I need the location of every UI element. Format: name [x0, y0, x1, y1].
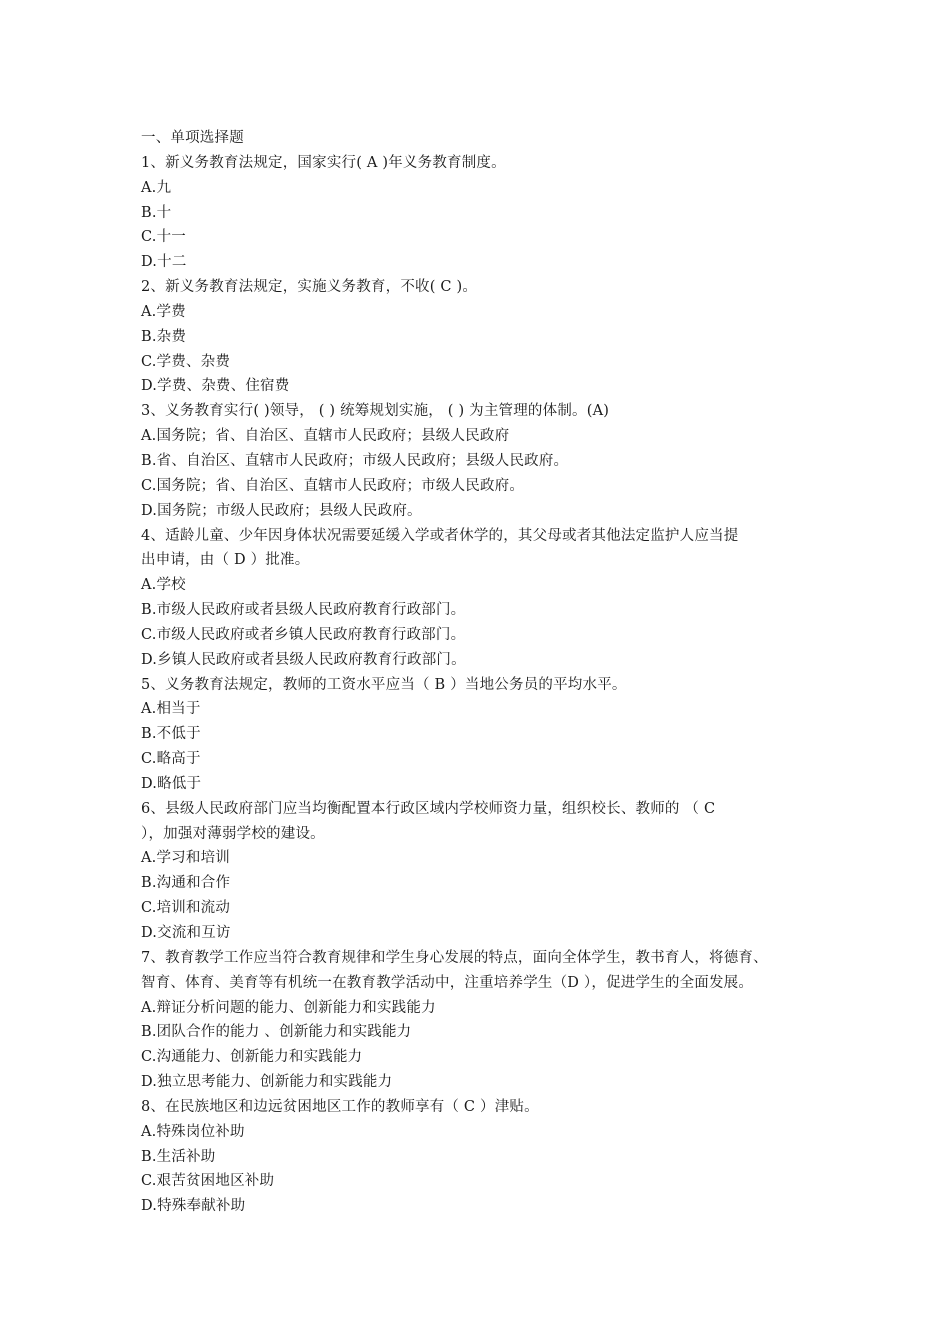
question-stem-line: ），加强对薄弱学校的建设。	[141, 825, 325, 842]
answer-option: D.学费、杂费、住宿费	[141, 378, 290, 395]
answer-option: B.市级人民政府或者县级人民政府教育行政部门。	[141, 602, 466, 619]
answer-option: C.艰苦贫困地区补助	[141, 1173, 275, 1190]
answer-option: B.不低于	[141, 726, 201, 743]
question-stem-line: 1、新义务教育法规定，国家实行( A )年义务教育制度。	[141, 154, 506, 171]
question-stem-line: 出申请，由（ D ）批准。	[141, 552, 310, 569]
answer-option: D.略低于	[141, 775, 202, 792]
question-stem-line: 8、在民族地区和边远贫困地区工作的教师享有（ C ）津贴。	[141, 1098, 539, 1115]
question-stem-line: 7、教育教学工作应当符合教育规律和学生身心发展的特点，面向全体学生，教书育人，将德育、	[141, 949, 768, 966]
question-block	[141, 797, 831, 946]
answer-option: A.学习和培训	[141, 850, 230, 867]
answer-option: A.学校	[141, 577, 186, 594]
answer-option: B.十	[141, 204, 172, 221]
answer-option: A.相当于	[141, 701, 201, 718]
question-stem-line: 3、义务教育实行( )领导， ( ) 统筹规划实施， ( ) 为主管理的体制。(A)	[141, 403, 610, 420]
question-list	[141, 151, 831, 1219]
question-block	[141, 275, 831, 399]
answer-option: D.国务院；市级人民政府；县级人民政府。	[141, 502, 422, 519]
answer-option: C.沟通能力、创新能力和实践能力	[141, 1049, 363, 1066]
answer-option: B.杂费	[141, 328, 187, 345]
section-title: 一、单项选择题	[141, 130, 244, 146]
answer-option: C.学费、杂费	[141, 353, 231, 370]
answer-option: A.学费	[141, 303, 186, 320]
answer-option: B.团队合作的能力 、创新能力和实践能力	[141, 1024, 412, 1041]
answer-option: C.略高于	[141, 751, 201, 768]
question-block	[141, 151, 831, 275]
answer-option: C.国务院；省、自治区、直辖市人民政府；市级人民政府。	[141, 477, 525, 494]
answer-option: C.市级人民政府或者乡镇人民政府教育行政部门。	[141, 626, 466, 643]
answer-option: A.国务院；省、自治区、直辖市人民政府；县级人民政府	[141, 428, 510, 445]
answer-option: A.九	[141, 179, 172, 196]
answer-option: D.交流和互访	[141, 925, 231, 941]
answer-option: A.辩证分析问题的能力、创新能力和实践能力	[141, 999, 436, 1016]
answer-option: C.培训和流动	[141, 900, 231, 917]
answer-option: D.十二	[141, 254, 187, 271]
answer-option: B.省、自治区、直辖市人民政府；市级人民政府；县级人民政府。	[141, 452, 569, 469]
answer-option: D.特殊奉献补助	[141, 1198, 246, 1215]
question-block	[141, 1095, 831, 1219]
document-page	[141, 126, 831, 1219]
answer-option: C.十一	[141, 229, 186, 246]
question-block	[141, 946, 831, 1095]
answer-option: A.特殊岗位补助	[141, 1123, 245, 1140]
question-block	[141, 524, 831, 673]
question-block	[141, 673, 831, 797]
question-stem-line: 2、新义务教育法规定，实施义务教育，不收( C )。	[141, 279, 478, 296]
question-stem-line: 智育、体育、美育等有机统一在教育教学活动中，注重培养学生（D ），促进学生的全面发展。	[141, 974, 754, 991]
question-stem-line: 4、适龄儿童、少年因身体状况需要延缓入学或者休学的，其父母或者其他法定监护人应当提	[141, 527, 739, 544]
question-stem-line: 6、县级人民政府部门应当均衡配置本行政区域内学校师资力量，组织校长、教师的 （ C	[141, 800, 716, 817]
answer-option: D.独立思考能力、创新能力和实践能力	[141, 1074, 393, 1091]
question-block	[141, 399, 831, 523]
answer-option: D.乡镇人民政府或者县级人民政府教育行政部门。	[141, 651, 466, 668]
question-stem-line: 5、义务教育法规定，教师的工资水平应当（ B ）当地公务员的平均水平。	[141, 676, 627, 693]
answer-option: B.沟通和合作	[141, 875, 231, 892]
answer-option: B.生活补助	[141, 1148, 216, 1165]
